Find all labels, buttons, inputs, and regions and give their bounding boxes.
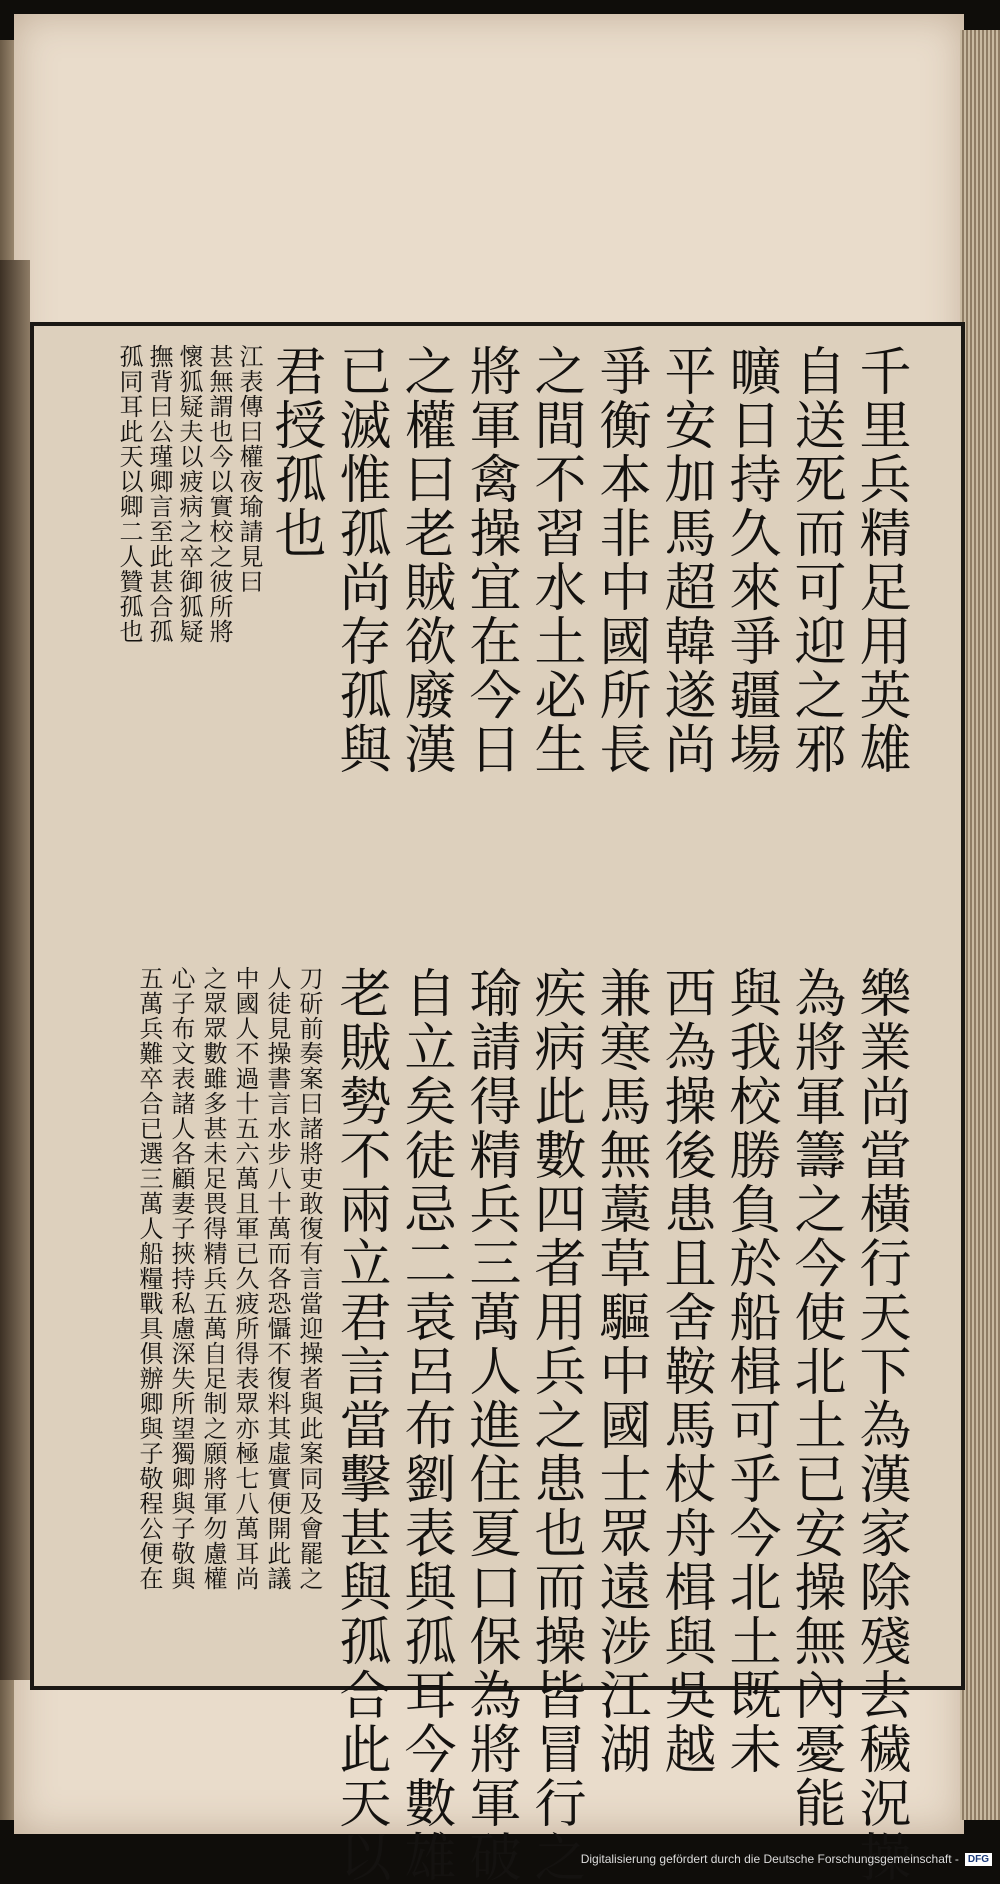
footer bbox=[581, 1852, 992, 1866]
text-column: 心子布文表諸人各顧妻子挾持私慮深失所望獨卿與子敬與 bbox=[167, 966, 195, 1591]
text-column: 甚無謂也今以實校之彼所將 bbox=[205, 344, 233, 644]
text-column: 為將軍籌之今使北土已安操無內憂能 bbox=[785, 966, 845, 1830]
text-column: 五萬兵難卒合已選三萬人船糧戰具俱辦卿與子敬程公便在 bbox=[135, 966, 163, 1591]
text-column: 懷狐疑夫以疲病之卒御狐疑 bbox=[175, 344, 203, 644]
text-column: 自立矣徒忌二袁呂布劉表與孤耳今數雄 bbox=[395, 966, 455, 1884]
text-column: 疾病此數四者用兵之患也而操皆冒行之 bbox=[525, 966, 585, 1884]
text-column: 老賊勢不兩立君言當擊甚與孤合此天以 bbox=[330, 966, 390, 1884]
text-column: 千里兵精足用英雄 bbox=[850, 344, 910, 776]
text-column: 曠日持久來爭疆場 bbox=[720, 344, 780, 776]
footer-credit: Digitalisierung gefördert durch die Deutsche Forschungsgemeinschaft - bbox=[580, 1852, 959, 1866]
text-column: 與我校勝負於船楫可乎今北土既未 bbox=[720, 966, 780, 1776]
text-column: 君授孤也 bbox=[265, 344, 325, 560]
text-column: 之權曰老賊欲廢漢 bbox=[395, 344, 455, 776]
text-column: 已滅惟孤尚存孤與 bbox=[330, 344, 390, 776]
page-stack-edge bbox=[960, 30, 1000, 1820]
gutter-margin bbox=[0, 260, 30, 1680]
text-column: 自送死而可迎之邪 bbox=[785, 344, 845, 776]
text-column: 刀斫前奏案曰諸將吏敢復有言當迎操者與此案同及會罷之 bbox=[295, 966, 323, 1591]
text-column: 人徒見操書言水步八十萬而各恐懾不復料其虛實便開此議 bbox=[263, 966, 291, 1591]
text-column: 孤同耳此天以卿二人贊孤也 bbox=[115, 344, 143, 644]
text-column: 中國人不過十五六萬且軍已久疲所得表眾亦極七八萬耳尚 bbox=[231, 966, 259, 1591]
text-column: 爭衡本非中國所長 bbox=[590, 344, 650, 776]
text-column: 兼寒馬無藁草驅中國士眾遠涉江湖 bbox=[590, 966, 650, 1776]
text-column: 西為操後患且舍鞍馬杖舟楫與吳越 bbox=[655, 966, 715, 1776]
text-column: 之眾眾數雖多甚未足畏得精兵五萬自足制之願將軍勿慮權 bbox=[199, 966, 227, 1591]
text-column: 平安加馬超韓遂尚 bbox=[655, 344, 715, 776]
text-column: 將軍禽操宜在今日 bbox=[460, 344, 520, 776]
text-column: 瑜請得精兵三萬人進住夏口保為將軍破 bbox=[460, 966, 520, 1884]
text-column: 江表傳曰權夜瑜請見曰 bbox=[235, 344, 263, 594]
text-column: 樂業尚當橫行天下為漢家除殘去穢況操 bbox=[850, 966, 910, 1884]
text-column: 之間不習水土必生 bbox=[525, 344, 585, 776]
text-column: 撫背曰公瑾卿言至此甚合孤 bbox=[145, 344, 173, 644]
upper-block bbox=[34, 326, 961, 1006]
dfg-logo: DFG bbox=[965, 1853, 992, 1866]
